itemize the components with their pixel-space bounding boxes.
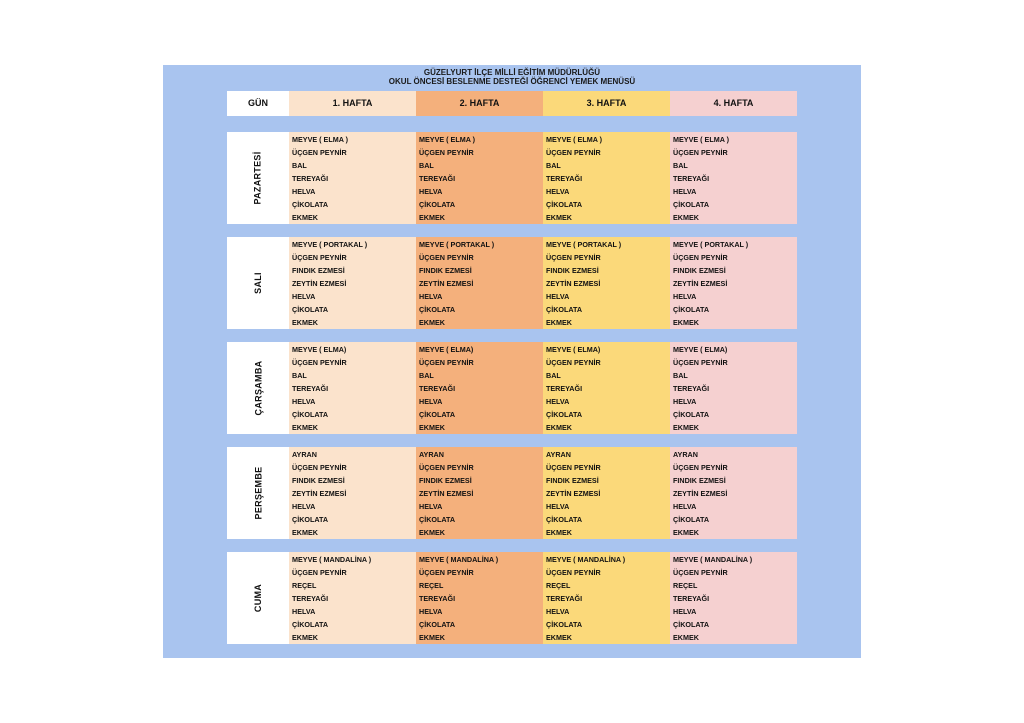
menu-item: EKMEK (292, 633, 318, 642)
menu-item: ÇİKOLATA (419, 620, 456, 629)
menu-item: EKMEK (419, 528, 445, 537)
menu-item: TEREYAĞI (292, 384, 329, 393)
menu-item: ÜÇGEN PEYNİR (292, 568, 347, 577)
menu-item: BAL (673, 161, 688, 170)
menu-item: HELVA (546, 397, 570, 406)
menu-item: ZEYTİN EZMESİ (419, 279, 474, 288)
menu-item: FINDIK EZMESİ (419, 476, 472, 485)
menu-item: BAL (292, 371, 307, 380)
menu-item: ÜÇGEN PEYNİR (673, 568, 728, 577)
menu-item: EKMEK (292, 528, 318, 537)
day-name: ÇARŞAMBA (253, 360, 263, 416)
menu-item: HELVA (292, 607, 316, 616)
menu-item: EKMEK (546, 423, 572, 432)
menu-item: MEYVE ( MANDALİNA ) (546, 555, 626, 564)
menu-item: ÜÇGEN PEYNİR (419, 463, 474, 472)
menu-item: EKMEK (546, 528, 572, 537)
menu-item: ÜÇGEN PEYNİR (546, 463, 601, 472)
week-1-cell (289, 132, 416, 224)
day-row (227, 447, 797, 539)
menu-item: MEYVE ( ELMA ) (673, 135, 730, 144)
column-header-day: GÜN (227, 91, 289, 116)
menu-item: TEREYAĞI (546, 174, 583, 183)
menu-item: TEREYAĞI (673, 384, 710, 393)
menu-item: ÇİKOLATA (292, 620, 329, 629)
week-1-cell (289, 237, 416, 329)
column-header-week-2: 2. HAFTA (416, 91, 543, 116)
menu-item: EKMEK (673, 318, 699, 327)
week-1-cell (289, 447, 416, 539)
column-header-week-4: 4. HAFTA (670, 91, 797, 116)
menu-item: MEYVE ( PORTAKAL ) (292, 240, 368, 249)
menu-item: TEREYAĞI (546, 594, 583, 603)
menu-item: REÇEL (673, 581, 698, 590)
week-3-cell (543, 132, 670, 224)
day-name: PAZARTESİ (252, 151, 263, 205)
menu-item: HELVA (419, 292, 443, 301)
week-1-cell (289, 342, 416, 434)
page-subtitle: OKUL ÖNCESİ BESLENME DESTEĞİ ÖĞRENCİ YEMEK MENÜSÜ (388, 77, 636, 86)
menu-item: ÇİKOLATA (546, 620, 583, 629)
week-3-cell (543, 342, 670, 434)
menu-item: ÇİKOLATA (546, 410, 583, 419)
menu-item: AYRAN (546, 450, 571, 459)
menu-item: MEYVE ( MANDALİNA ) (673, 555, 753, 564)
page-title: GÜZELYURT İLÇE MİLLİ EĞİTİM MÜDÜRLÜĞÜ (423, 68, 601, 77)
menu-item: HELVA (546, 292, 570, 301)
week-2-cell (416, 132, 543, 224)
menu-item: TEREYAĞI (673, 594, 710, 603)
menu-item: HELVA (546, 607, 570, 616)
menu-item: EKMEK (673, 633, 699, 642)
day-label (227, 132, 289, 224)
menu-item: HELVA (673, 607, 697, 616)
day-row (227, 342, 797, 434)
menu-item: ÜÇGEN PEYNİR (673, 148, 728, 157)
week-4-cell (670, 132, 797, 224)
week-2-cell (416, 447, 543, 539)
menu-item: ÜÇGEN PEYNİR (419, 568, 474, 577)
day-name: PERŞEMBE (252, 466, 263, 520)
menu-item: HELVA (292, 187, 316, 196)
menu-item: EKMEK (292, 423, 318, 432)
menu-item: BAL (546, 371, 561, 380)
menu-item: HELVA (419, 187, 443, 196)
menu-item: BAL (292, 161, 307, 170)
week-3-cell (543, 237, 670, 329)
menu-item: ÜÇGEN PEYNİR (546, 358, 601, 367)
menu-item: FINDIK EZMESİ (292, 266, 345, 275)
menu-item: EKMEK (673, 213, 699, 222)
menu-item: MEYVE ( PORTAKAL ) (419, 240, 495, 249)
menu-item: HELVA (419, 502, 443, 511)
menu-item: REÇEL (419, 581, 444, 590)
day-row (227, 552, 797, 644)
menu-item: ÇİKOLATA (546, 200, 583, 209)
menu-item: ÜÇGEN PEYNİR (673, 358, 728, 367)
menu-item: REÇEL (292, 581, 317, 590)
menu-item: HELVA (419, 397, 443, 406)
menu-item: HELVA (419, 607, 443, 616)
day-label (227, 237, 289, 329)
menu-item: MEYVE ( ELMA ) (419, 135, 476, 144)
week-3-cell (543, 447, 670, 539)
menu-item: FINDIK EZMESİ (292, 476, 345, 485)
day-name: CUMA (252, 583, 263, 613)
menu-item: ÜÇGEN PEYNİR (546, 253, 601, 262)
menu-item: ZEYTİN EZMESİ (673, 279, 728, 288)
menu-item: HELVA (546, 502, 570, 511)
menu-item: REÇEL (546, 581, 571, 590)
menu-item: MEYVE ( ELMA) (546, 345, 601, 354)
day-name: SALI (252, 272, 263, 294)
menu-item: TEREYAĞI (673, 174, 710, 183)
menu-item: ÜÇGEN PEYNİR (546, 148, 601, 157)
day-row (227, 132, 797, 224)
menu-item: HELVA (673, 292, 697, 301)
menu-item: BAL (673, 371, 688, 380)
menu-item: EKMEK (419, 213, 445, 222)
menu-item: MEYVE ( PORTAKAL ) (546, 240, 622, 249)
week-2-cell (416, 552, 543, 644)
menu-item: FINDIK EZMESİ (673, 266, 726, 275)
menu-item: EKMEK (673, 528, 699, 537)
day-label (227, 552, 289, 644)
menu-item: ÇİKOLATA (546, 305, 583, 314)
menu-item: TEREYAĞI (292, 174, 329, 183)
menu-item: HELVA (292, 397, 316, 406)
menu-item: FINDIK EZMESİ (419, 266, 472, 275)
menu-item: TEREYAĞI (419, 594, 456, 603)
menu-item: TEREYAĞI (419, 174, 456, 183)
menu-item: MEYVE ( ELMA) (292, 345, 347, 354)
menu-item: ÇİKOLATA (292, 200, 329, 209)
menu-item: ÇİKOLATA (546, 515, 583, 524)
menu-item: FINDIK EZMESİ (673, 476, 726, 485)
menu-item: ÇİKOLATA (419, 410, 456, 419)
week-4-cell (670, 342, 797, 434)
menu-item: ZEYTİN EZMESİ (292, 279, 347, 288)
menu-panel (163, 65, 861, 658)
menu-item: ÜÇGEN PEYNİR (673, 463, 728, 472)
menu-item: ÜÇGEN PEYNİR (292, 358, 347, 367)
menu-item: ÜÇGEN PEYNİR (292, 253, 347, 262)
menu-item: HELVA (673, 187, 697, 196)
week-3-cell (543, 552, 670, 644)
menu-item: ÇİKOLATA (673, 515, 710, 524)
week-2-cell (416, 237, 543, 329)
menu-item: ÜÇGEN PEYNİR (292, 463, 347, 472)
menu-item: EKMEK (546, 633, 572, 642)
menu-item: ZEYTİN EZMESİ (546, 489, 601, 498)
menu-item: ÇİKOLATA (419, 305, 456, 314)
week-4-cell (670, 447, 797, 539)
menu-item: ÇİKOLATA (419, 200, 456, 209)
menu-item: EKMEK (419, 423, 445, 432)
menu-item: EKMEK (292, 318, 318, 327)
menu-item: HELVA (673, 397, 697, 406)
menu-item: EKMEK (546, 213, 572, 222)
menu-item: BAL (546, 161, 561, 170)
menu-item: ÇİKOLATA (419, 515, 456, 524)
day-label (227, 447, 289, 539)
column-header-week-3: 3. HAFTA (543, 91, 670, 116)
menu-item: MEYVE ( ELMA) (673, 345, 728, 354)
week-4-cell (670, 552, 797, 644)
menu-item: ZEYTİN EZMESİ (419, 489, 474, 498)
menu-item: HELVA (292, 292, 316, 301)
menu-item: MEYVE ( MANDALİNA ) (419, 555, 499, 564)
menu-item: ZEYTİN EZMESİ (673, 489, 728, 498)
menu-item: BAL (419, 371, 434, 380)
menu-item: FINDIK EZMESİ (546, 266, 599, 275)
menu-item: ÇİKOLATA (292, 410, 329, 419)
menu-item: ZEYTİN EZMESİ (546, 279, 601, 288)
menu-item: AYRAN (292, 450, 317, 459)
menu-item: ÇİKOLATA (673, 620, 710, 629)
menu-item: AYRAN (419, 450, 444, 459)
menu-item: MEYVE ( ELMA) (419, 345, 474, 354)
menu-item: ÜÇGEN PEYNİR (419, 253, 474, 262)
menu-item: ÜÇGEN PEYNİR (292, 148, 347, 157)
menu-item: FINDIK EZMESİ (546, 476, 599, 485)
menu-item: EKMEK (292, 213, 318, 222)
menu-item: TEREYAĞI (546, 384, 583, 393)
menu-item: EKMEK (419, 633, 445, 642)
menu-item: ÇİKOLATA (673, 305, 710, 314)
menu-item: EKMEK (546, 318, 572, 327)
menu-item: ÜÇGEN PEYNİR (419, 148, 474, 157)
menu-item: HELVA (546, 187, 570, 196)
week-1-cell (289, 552, 416, 644)
menu-item: ÜÇGEN PEYNİR (419, 358, 474, 367)
menu-item: ÇİKOLATA (673, 410, 710, 419)
menu-item: ÇİKOLATA (292, 305, 329, 314)
menu-item: MEYVE ( ELMA ) (546, 135, 603, 144)
day-label (227, 342, 289, 434)
menu-item: BAL (419, 161, 434, 170)
menu-item: ÜÇGEN PEYNİR (673, 253, 728, 262)
menu-item: ZEYTİN EZMESİ (292, 489, 347, 498)
menu-item: MEYVE ( ELMA ) (292, 135, 349, 144)
menu-item: HELVA (292, 502, 316, 511)
menu-item: MEYVE ( MANDALİNA ) (292, 555, 372, 564)
menu-item: AYRAN (673, 450, 698, 459)
menu-item: TEREYAĞI (419, 384, 456, 393)
menu-item: ÇİKOLATA (292, 515, 329, 524)
column-header-week-1: 1. HAFTA (289, 91, 416, 116)
menu-item: EKMEK (419, 318, 445, 327)
menu-item: ÜÇGEN PEYNİR (546, 568, 601, 577)
menu-item: MEYVE ( PORTAKAL ) (673, 240, 749, 249)
menu-item: EKMEK (673, 423, 699, 432)
menu-item: ÇİKOLATA (673, 200, 710, 209)
day-row (227, 237, 797, 329)
week-4-cell (670, 237, 797, 329)
menu-item: TEREYAĞI (292, 594, 329, 603)
week-2-cell (416, 342, 543, 434)
menu-item: HELVA (673, 502, 697, 511)
